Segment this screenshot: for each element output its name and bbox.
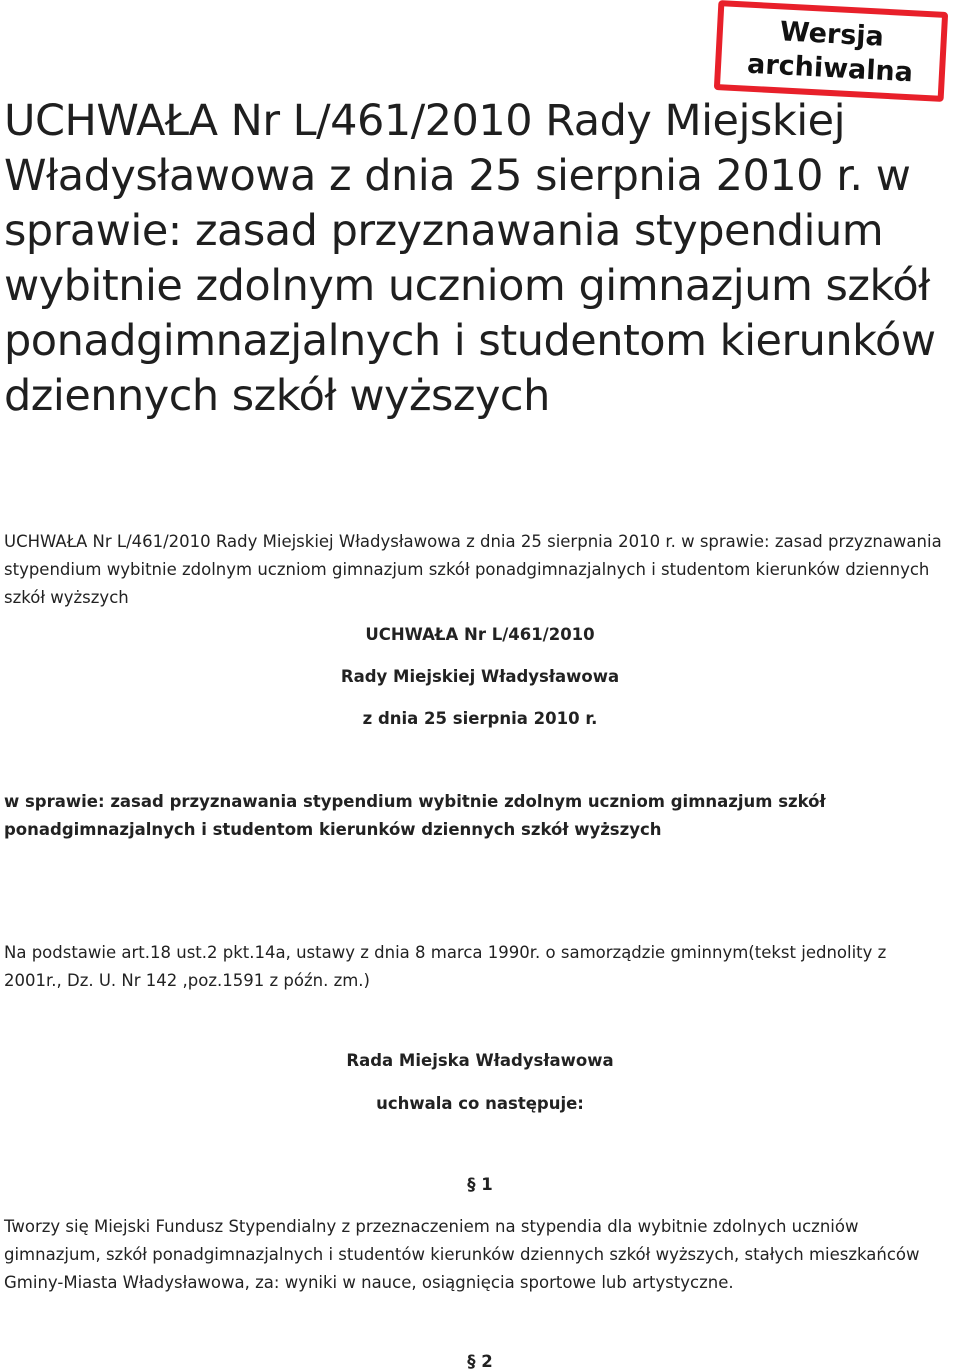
stamp-line-1: Wersja: [779, 16, 885, 53]
document-summary: UCHWAŁA Nr L/461/2010 Rady Miejskiej Władysławowa z dnia 25 sierpnia 2010 r. w sprawie: zasad przyznawania stypendium wybitnie zdolnym uczniom gimnazjum szkół ponadgimnazjalnych i studentom kierunków dziennych szkół wyższych: [4, 532, 942, 607]
section-1-label: § 1: [467, 1175, 493, 1194]
resolution-number: UCHWAŁA Nr L/461/2010: [365, 625, 595, 644]
stamp-line-2: archiwalna: [746, 48, 914, 89]
resolution-date: z dnia 25 sierpnia 2010 r.: [362, 709, 598, 728]
section-2-label: § 2: [467, 1352, 493, 1371]
section-1-text: Tworzy się Miejski Fundusz Stypendialny z przeznaczeniem na stypendia dla wybitnie zdolnych uczniów gimnazjum, szkół ponadgimnazjalnych i studentów kierunków dziennych szkół wyższych, stałych mieszkańców Gminy-Miasta Władysławowa, za: wyniki w nauce, osiągnięcia sportowe lub artystyczne.: [4, 1217, 920, 1292]
legal-basis: Na podstawie art.18 ust.2 pkt.14a, ustawy z dnia 8 marca 1990r. o samorządzie gminnym(tekst jednolity z 2001r., Dz. U. Nr 142 ,poz.1591 z późn. zm.): [4, 943, 887, 990]
council-name: Rada Miejska Władysławowa: [346, 1051, 614, 1070]
archive-version-stamp: [714, 0, 948, 102]
resolution-subject: w sprawie: zasad przyznawania stypendium wybitnie zdolnym uczniom gimnazjum szkół ponadgimnazjalnych i studentom kierunków dziennych szkół wyższych: [4, 792, 826, 839]
resolves-heading: uchwala co następuje:: [376, 1094, 584, 1113]
page-title: UCHWAŁA Nr L/461/2010 Rady Miejskiej Władysławowa z dnia 25 sierpnia 2010 r. w sprawie: zasad przyznawania stypendium wybitnie zdolnym uczniom gimnazjum szkół ponadgimnazjalnych i studentom kierunków dziennych szkół wyższych: [4, 96, 936, 421]
resolution-council: Rady Miejskiej Władysławowa: [340, 667, 620, 686]
